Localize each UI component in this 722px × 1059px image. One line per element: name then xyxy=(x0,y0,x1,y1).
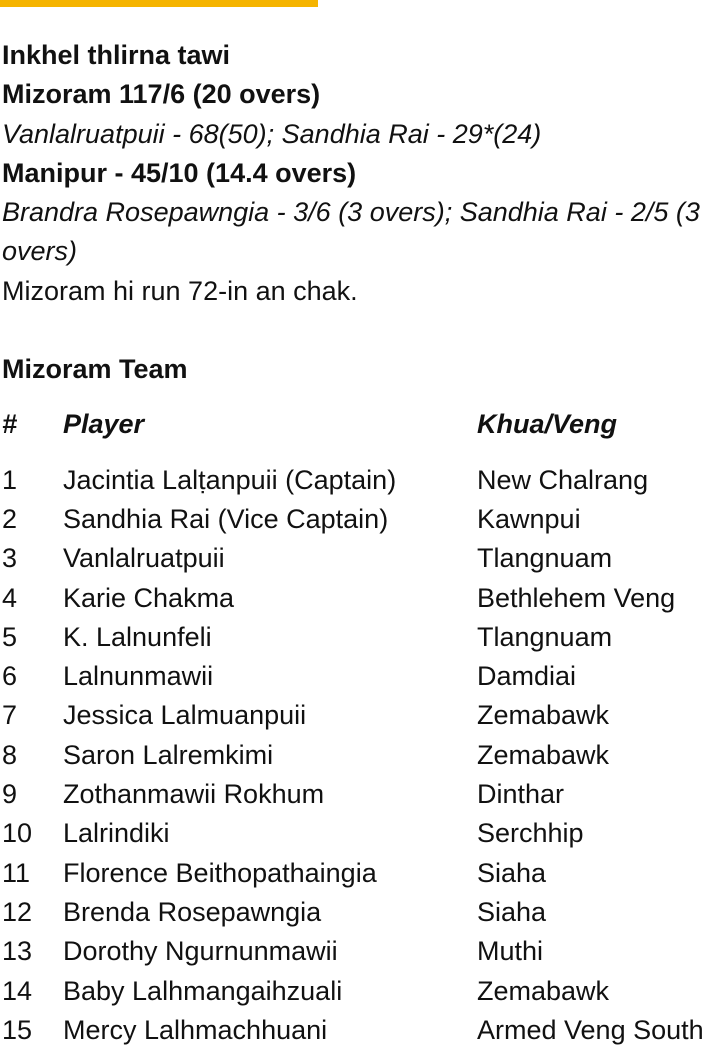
player-name: Sandhia Rai (Vice Captain) xyxy=(63,503,389,534)
player-name: Saron Lalremkimi xyxy=(63,739,274,770)
table-row xyxy=(2,1011,720,1050)
player-number: 9 xyxy=(2,779,18,810)
player-number: 3 xyxy=(2,543,18,574)
team-table xyxy=(2,405,720,1050)
player-name: Mercy Lalhmachhuani xyxy=(63,1014,328,1045)
player-name: Jacintia Lalṭanpuii (Captain) xyxy=(63,464,397,495)
player-number: 12 xyxy=(2,896,33,927)
player-number: 13 xyxy=(2,936,33,967)
article-content xyxy=(2,36,720,1050)
player-veng: Tlangnuam xyxy=(477,543,613,574)
table-row xyxy=(2,461,720,500)
table-row xyxy=(2,932,720,971)
player-veng: Siaha xyxy=(477,896,547,927)
player-number: 1 xyxy=(2,464,18,495)
player-veng: Dinthar xyxy=(477,779,565,810)
player-number: 11 xyxy=(2,857,31,888)
mizoram-score: Mizoram 117/6 (20 overs) xyxy=(2,79,321,110)
player-name: Brenda Rosepawngia xyxy=(63,896,322,927)
header-player: Player xyxy=(63,409,145,440)
player-veng: Zemabawk xyxy=(477,739,610,770)
mizoram-batting: Vanlalruatpuii - 68(50); Sandhia Rai - 29*(24) xyxy=(2,118,542,149)
table-row xyxy=(2,618,720,657)
player-name: Jessica Lalmuanpuii xyxy=(63,700,307,731)
table-row xyxy=(2,500,720,539)
summary-heading: Inkhel thlirna tawi xyxy=(2,40,231,70)
table-row xyxy=(2,736,720,775)
match-result: Mizoram hi run 72-in an chak. xyxy=(2,275,358,306)
player-number: 6 xyxy=(2,661,18,692)
accent-bar xyxy=(0,0,318,7)
player-name: Florence Beithopathaingia xyxy=(63,857,377,888)
table-header-row xyxy=(2,405,720,460)
player-number: 7 xyxy=(2,700,18,731)
manipur-bowling: Brandra Rosepawngia - 3/6 (3 overs); Sandhia Rai - 2/5 (3 overs) xyxy=(2,197,700,267)
player-name: Lalrindiki xyxy=(63,818,170,849)
player-veng: Zemabawk xyxy=(477,700,610,731)
player-veng: Tlangnuam xyxy=(477,621,613,652)
player-veng: Muthi xyxy=(477,936,544,967)
player-name: Karie Chakma xyxy=(63,582,235,613)
table-row xyxy=(2,814,720,853)
header-num: # xyxy=(2,409,18,440)
team-table-body xyxy=(2,461,720,1050)
player-name: Zothanmawii Rokhum xyxy=(63,779,325,810)
manipur-score: Manipur - 45/10 (14.4 overs) xyxy=(2,157,357,188)
header-veng: Khua/Veng xyxy=(477,409,618,440)
player-number: 4 xyxy=(2,582,18,613)
player-veng: Damdiai xyxy=(477,661,577,692)
table-row xyxy=(2,854,720,893)
player-veng: Siaha xyxy=(477,857,547,888)
team-heading: Mizoram Team xyxy=(2,354,188,385)
player-veng: Kawnpui xyxy=(477,503,581,534)
spacer xyxy=(2,311,720,350)
player-number: 2 xyxy=(2,503,18,534)
table-row xyxy=(2,539,720,578)
table-row xyxy=(2,972,720,1011)
table-row xyxy=(2,775,720,814)
player-veng: Zemabawk xyxy=(477,975,610,1006)
player-name: Dorothy Ngurnunmawii xyxy=(63,936,338,967)
player-name: Lalnunmawii xyxy=(63,661,214,692)
table-row xyxy=(2,657,720,696)
player-name: K. Lalnunfeli xyxy=(63,621,212,652)
player-number: 15 xyxy=(2,1014,33,1045)
player-number: 10 xyxy=(2,818,33,849)
player-name: Baby Lalhmangaihzuali xyxy=(63,975,343,1006)
player-veng: Bethlehem Veng xyxy=(477,582,676,613)
player-veng: Armed Veng South xyxy=(477,1014,704,1045)
player-name: Vanlalruatpuii xyxy=(63,543,225,574)
player-veng: Serchhip xyxy=(477,818,584,849)
table-row xyxy=(2,893,720,932)
player-number: 5 xyxy=(2,621,18,652)
player-number: 8 xyxy=(2,739,18,770)
table-row xyxy=(2,696,720,735)
player-number: 14 xyxy=(2,975,33,1006)
table-row xyxy=(2,579,720,618)
player-veng: New Chalrang xyxy=(477,464,649,495)
